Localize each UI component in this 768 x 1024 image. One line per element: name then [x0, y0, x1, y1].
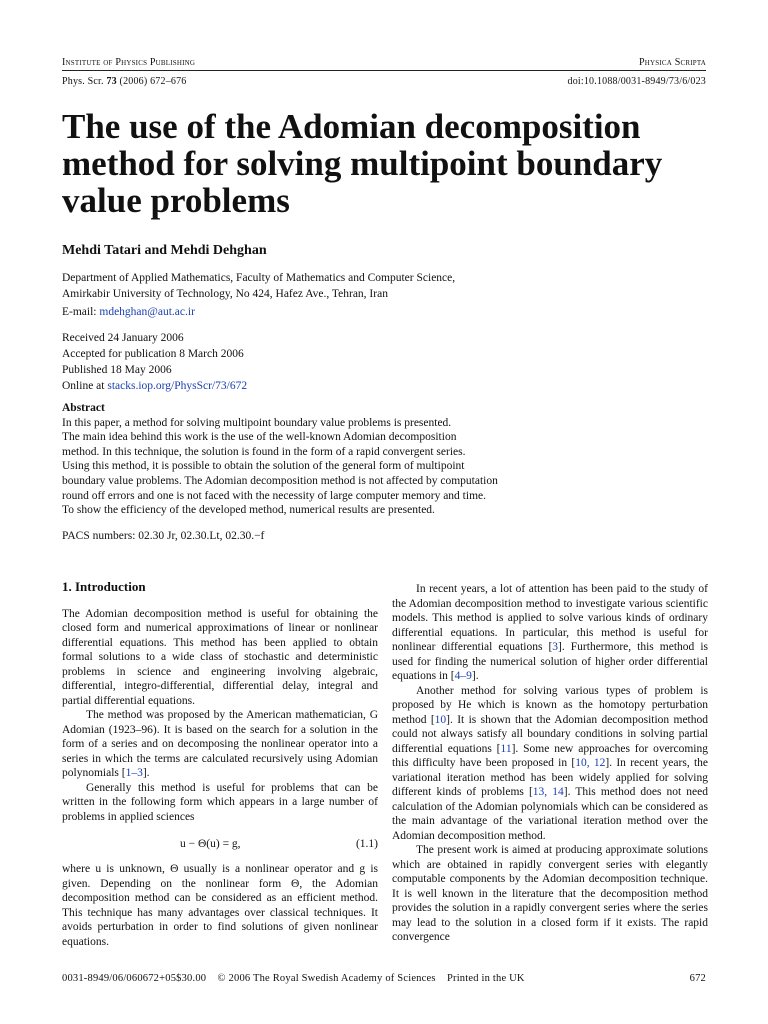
right-paragraph-2 — [392, 684, 708, 844]
left-column — [62, 580, 378, 949]
intro-paragraph-2-text: The method was proposed by the American mathematician, G Adomian (1923–96). It is based on the search for a solution in the form of a series and on decomposing the nonlinear operator into a series in which the terms are calculated recursively using Adomian polynomials [ — [62, 709, 378, 779]
citation-volume: 73 — [106, 76, 117, 87]
received-date: Received 24 January 2006 — [62, 332, 184, 344]
abstract-line: method. In this technique, the solution is found in the form of a rapid convergent series. — [62, 445, 466, 458]
abstract-line: round off errors and one is not faced with the necessity of large computer memory and time. — [62, 489, 486, 502]
email-link[interactable]: mdehghan@aut.ac.ir — [99, 306, 195, 318]
right-paragraph-3: The present work is aimed at producing approximate solutions which are obtained in rapidly convergent series with elegantly computable components by the Adomian decomposition technique. It is well known in the literature that the decomposition method provides the solution in a rapidly convergent series where the series may lead to the solution in a closed form if it exists. The rapid convergence — [392, 844, 708, 943]
text-span: ]. It is shown that the Adomian decomposition method could not always satisfy all boundary conditions in solving partial differential equations [ — [392, 713, 708, 755]
doi: doi:10.1088/0031-8949/73/6/023 — [567, 76, 706, 87]
citation-link[interactable]: 10, 12 — [575, 757, 606, 769]
section-heading-introduction: 1. Introduction — [62, 579, 146, 594]
footer-line — [62, 973, 525, 984]
text-span: ]. In recent years, the variational iteration method has been widely applied for solving different kinds of problems [ — [392, 757, 709, 798]
intro-paragraph-3: Generally this method is useful for problems that can be written in the following form which appears in a large number of problems in applied sciences — [62, 781, 378, 823]
equation-1-1 — [62, 830, 378, 858]
abstract — [62, 401, 498, 518]
abstract-line: boundary value problems. The Adomian decomposition method is not affected by computation — [62, 474, 498, 487]
citation-link[interactable]: 3 — [552, 641, 559, 653]
pacs-numbers: PACS numbers: 02.30 Jr, 02.30.Lt, 02.30.−f — [62, 530, 265, 542]
citation-link[interactable]: 11 — [500, 742, 512, 755]
paper-title: The use of the Adomian decomposition method for solving multipoint boundary value problems — [62, 107, 663, 220]
authors: Mehdi Tatari and Mehdi Dehghan — [62, 243, 267, 258]
citation-rest: (2006) 672–676 — [119, 76, 187, 87]
abstract-line: Using this method, it is possible to obtain the solution of the general form of multipoint — [62, 460, 465, 473]
citation-link[interactable]: 10 — [434, 713, 447, 726]
accepted-date: Accepted for publication 8 March 2006 — [62, 348, 244, 360]
online-link[interactable]: stacks.iop.org/PhysScr/73/672 — [107, 380, 248, 392]
online-line — [62, 378, 247, 394]
footer-printed: Printed in the UK — [446, 973, 525, 984]
header-rule — [62, 70, 706, 71]
abstract-line: The main idea behind this work is the use of the well-known Adomian decomposition — [62, 431, 457, 444]
email-label: E-mail: — [62, 306, 97, 318]
citation-link[interactable]: 1–3 — [125, 767, 143, 779]
abstract-line: To show the efficiency of the developed method, numerical results are presented. — [62, 504, 435, 517]
footer-copyright: © 2006 The Royal Swedish Academy of Sciences — [217, 973, 436, 984]
intro-paragraph-2-end: ]. — [142, 767, 150, 779]
published-date: Published 18 May 2006 — [62, 364, 172, 376]
citation-link[interactable]: 13, 14 — [532, 786, 564, 798]
right-paragraph-1 — [392, 582, 708, 684]
equation-number: (1.1) — [355, 838, 378, 850]
abstract-heading: Abstract — [62, 402, 105, 414]
intro-paragraph-4: where u is unknown, Θ usually is a nonlinear operator and g is given. Depending on the nonlinear form Θ, the Adomian decomposition method can be considered as an efficient method. This technique has many advantages over classical techniques. It avoids perturbation in order to find solutions of given nonlinear equations. — [62, 863, 378, 948]
text-span: Another method for solving various types of problem is proposed by He which is known as the homotopy perturbation method [ — [392, 684, 708, 726]
abstract-line: In this paper, a method for solving multipoint boundary value problems is presented. — [62, 416, 452, 429]
online-label: Online at — [62, 380, 105, 392]
equation-body: u − Θ(u) = g, — [180, 838, 241, 850]
citation — [62, 76, 187, 87]
footer-code: 0031-8949/06/060672+05$30.00 — [62, 973, 207, 984]
text-span: ]. This method does not need calculation of the Adomian polynomials which can be considered as the main advantage of the variational iteration method over the Adomian decomposition method. — [392, 786, 709, 842]
text-span: In recent years, a lot of attention has been paid to the study of the Adomian decomposition method to investigate various scientific models. This method is applied to solve various kinds of ordinary differential equations. In particular, this method is useful for nonlinear differential equations [ — [392, 583, 708, 653]
intro-paragraph-2 — [62, 708, 378, 781]
text-span: ]. Some new approaches for overcoming this difficulty have been proposed in [ — [392, 742, 708, 769]
affiliation-line-2: Amirkabir University of Technology, No 424, Hafez Ave., Tehran, Iran — [62, 288, 388, 300]
affiliation-line-1: Department of Applied Mathematics, Faculty of Mathematics and Computer Science, — [62, 272, 456, 284]
publication-dates — [62, 330, 247, 394]
email-line — [62, 304, 195, 320]
text-span: ]. — [471, 670, 479, 682]
affiliation — [62, 270, 455, 302]
citation-link[interactable]: 4–9 — [454, 670, 472, 682]
publisher-name: Institute of Physics Publishing — [62, 57, 196, 68]
citation-prefix: Phys. Scr. — [62, 76, 104, 87]
page-number: 672 — [689, 973, 706, 984]
text-span: ]. Furthermore, this method is used for finding the numerical solution of higher order differential equations in [ — [392, 641, 708, 682]
journal-name: Physica Scripta — [638, 57, 706, 68]
intro-paragraph-1: The Adomian decomposition method is useful for obtaining the closed form and numerical approximations of linear or nonlinear differential equations. This method has been applied to obtain formal solutions to a wide class of stochastic and deterministic problems in science and engineering involving algebraic, differential, integro-differential, differential delay, integral and partial differential equations. — [62, 607, 378, 707]
right-column — [392, 582, 708, 945]
